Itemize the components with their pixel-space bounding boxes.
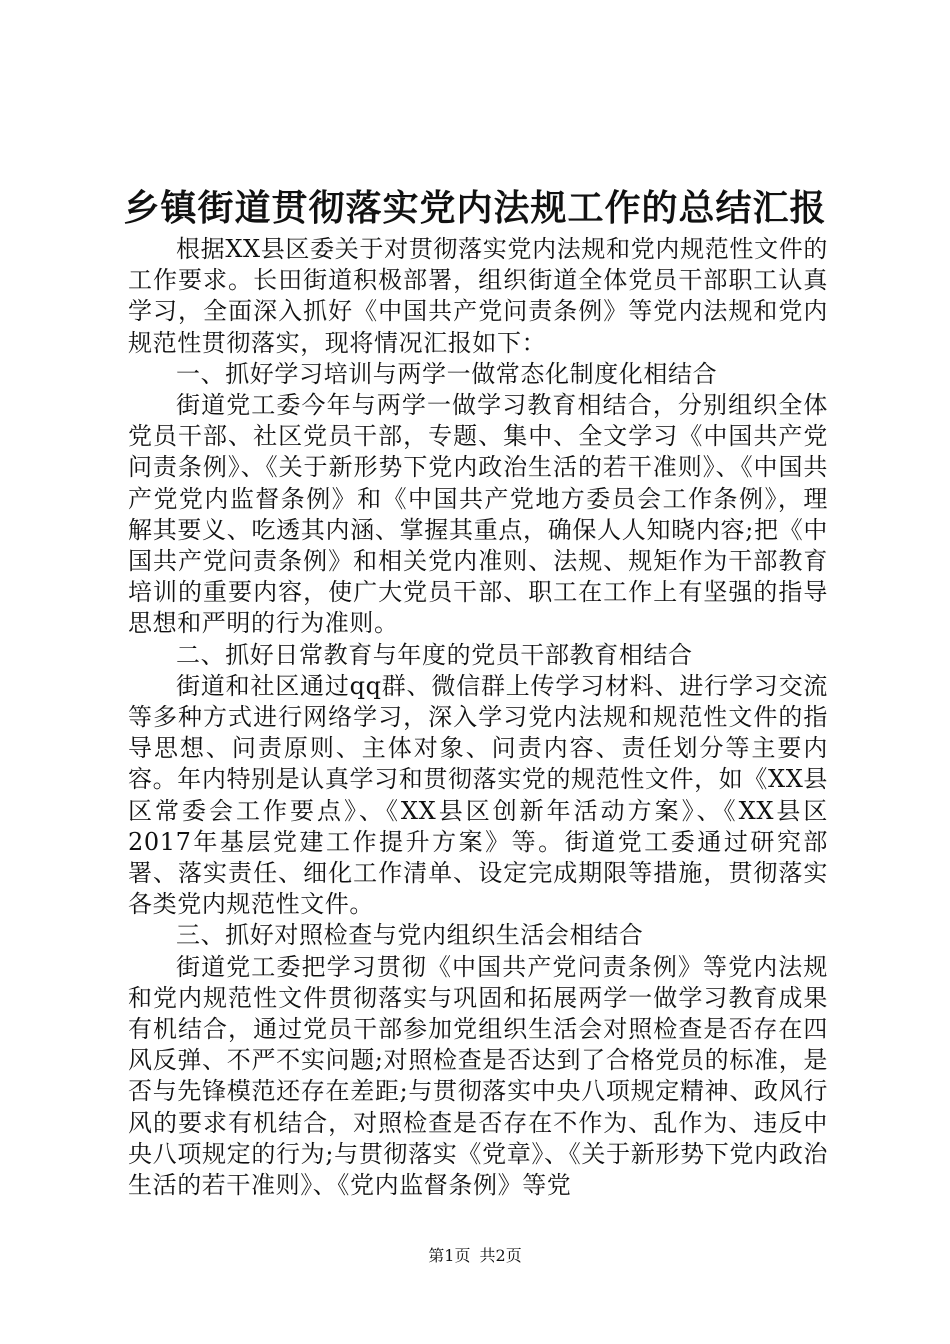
section-paragraph-2: 街道和社区通过qq群、微信群上传学习材料、进行学习交流等多种方式进行网络学习，深入学习党内法规和规范性文件的指导思想、问责原则、主体对象、问责内容、责任划分等主要内容。年内特别是认真学习和贯彻落实党的规范性文件，如《XX县区常委会工作要点》、《XX县区创新年活动方案》、《XX县区2017年基层党建工作提升方案》等。街道党工委通过研究部署、落实责任、细化工作清单、设定完成期限等措施，贯彻落实各类党内规范性文件。 xyxy=(128,671,828,919)
page-number: 第1页 xyxy=(428,1246,471,1265)
section-paragraph-1: 街道党工委今年与两学一做学习教育相结合，分别组织全体党员干部、社区党员干部，专题、集中、全文学习《中国共产党问责条例》、《关于新形势下党内政治生活的若干准则》、《中国共产党党内监督条例》和《中国共产党地方委员会工作条例》，理解其要义、吃透其内涵、掌握其重点，确保人人知晓内容;把《中国共产党问责条例》和相关党内准则、法规、规矩作为干部教育培训的重要内容，使广大党员干部、职工在工作上有坚强的指导思想和严明的行为准则。 xyxy=(128,391,828,638)
section-heading-3: 三、抓好对照检查与党内组织生活会相结合 xyxy=(176,921,644,950)
document-title: 乡镇街道贯彻落实党内法规工作的总结汇报 xyxy=(123,187,827,229)
page-footer xyxy=(0,1246,950,1266)
intro-paragraph: 根据XX县区委关于对贯彻落实党内法规和党内规范性文件的工作要求。长田街道积极部署，组织街道全体党员干部职工认真学习，全面深入抓好《中国共产党问责条例》等党内法规和党内规范性贯彻落实，现将情况汇报如下： xyxy=(128,235,828,357)
page-total: 共2页 xyxy=(479,1246,522,1265)
section-paragraph-3: 街道党工委把学习贯彻《中国共产党问责条例》等党内法规和党内规范性文件贯彻落实与巩固和拓展两学一做学习教育成果有机结合，通过党员干部参加党组织生活会对照检查是否存在四风反弹、不严不实问题;对照检查是否达到了合格党员的标准，是否与先锋模范还存在差距;与贯彻落实中央八项规定精神、政风行风的要求有机结合，对照检查是否存在不作为、乱作为、违反中央八项规定的行为;与贯彻落实《党章》、《关于新形势下党内政治生活的若干准则》、《党内监督条例》等党 xyxy=(128,952,828,1200)
document-body xyxy=(128,234,828,1201)
section-heading-1: 一、抓好学习培训与两学一做常态化制度化相结合 xyxy=(176,359,718,388)
section-heading-2: 二、抓好日常教育与年度的党员干部教育相结合 xyxy=(176,640,693,669)
